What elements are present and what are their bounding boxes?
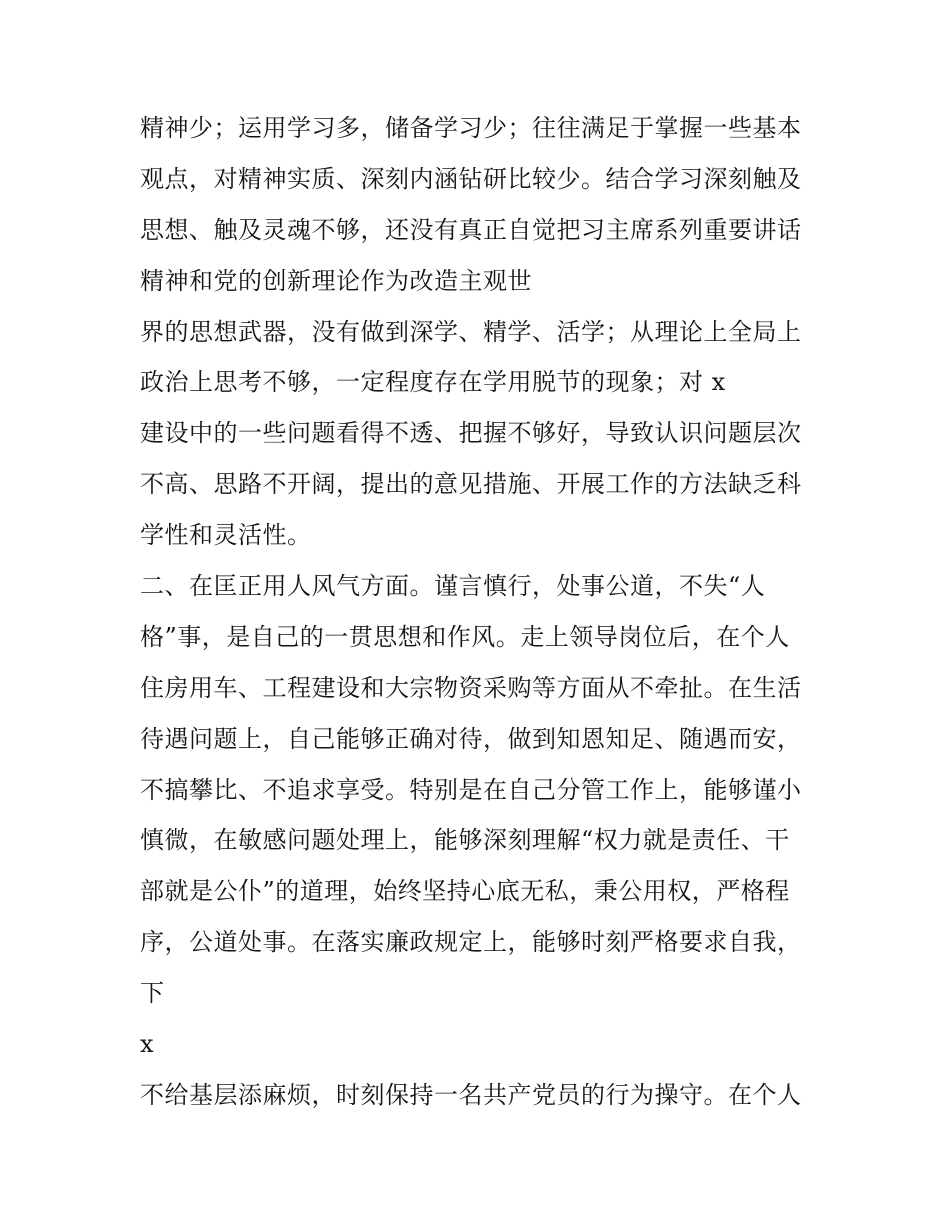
text-line: 观点，对精神实质、深刻内涵钻研比较少。结合学习深刻触及 <box>140 164 802 193</box>
text-line: 学性和灵活性。 <box>140 521 312 550</box>
section-heading-line: 二、在匡正用人风气方面。谨言慎行，处事公道，不失“人 <box>140 572 766 601</box>
text-line: 精神少；运用学习多，储备学习少；往往满足于掌握一些基本 <box>140 114 802 142</box>
text-line: 建设中的一些问题看得不透、把握不够好，导致认识问题层次 <box>140 419 802 448</box>
text-line: 部就是公仆”的道理，始终坚持心底无私，秉公用权，严格程 <box>140 877 790 906</box>
text-line: 慎微，在敏感问题处理上，能够深刻理解“权力就是责任、干 <box>140 826 790 855</box>
text-line: 序，公道处事。在落实廉政规定上，能够时刻严格要求自我， <box>140 928 802 957</box>
text-line: 格”事，是自己的一贯思想和作风。走上领导岗位后，在个人 <box>140 622 790 651</box>
text-line: 不给基层添麻烦，时刻保持一名共产党员的行为操守。在个人 <box>140 1080 802 1109</box>
text-line: 住房用车、工程建设和大宗物资采购等方面从不牵扯。在生活 <box>140 673 802 702</box>
text-line: 不高、思路不开阔，提出的意见措施、开展工作的方法缺乏科 <box>140 470 802 499</box>
text-line: 政治上思考不够，一定程度存在学用脱节的现象；对 x <box>140 368 726 397</box>
text-line: 界的思想武器，没有做到深学、精学、活学；从理论上全局上 <box>140 317 802 346</box>
body-text <box>140 103 830 1121</box>
text-line: 不搞攀比、不追求享受。特别是在自己分管工作上，能够谨小 <box>140 775 802 804</box>
text-line: 精神和党的创新理论作为改造主观世 <box>140 266 532 295</box>
text-line: 待遇问题上，自己能够正确对待，做到知恩知足、随遇而安， <box>140 724 802 753</box>
text-line: 思想、触及灵魂不够，还没有真正自觉把习主席系列重要讲话 <box>140 215 802 244</box>
text-line: 下 <box>140 979 165 1008</box>
text-line: x <box>140 1030 155 1059</box>
